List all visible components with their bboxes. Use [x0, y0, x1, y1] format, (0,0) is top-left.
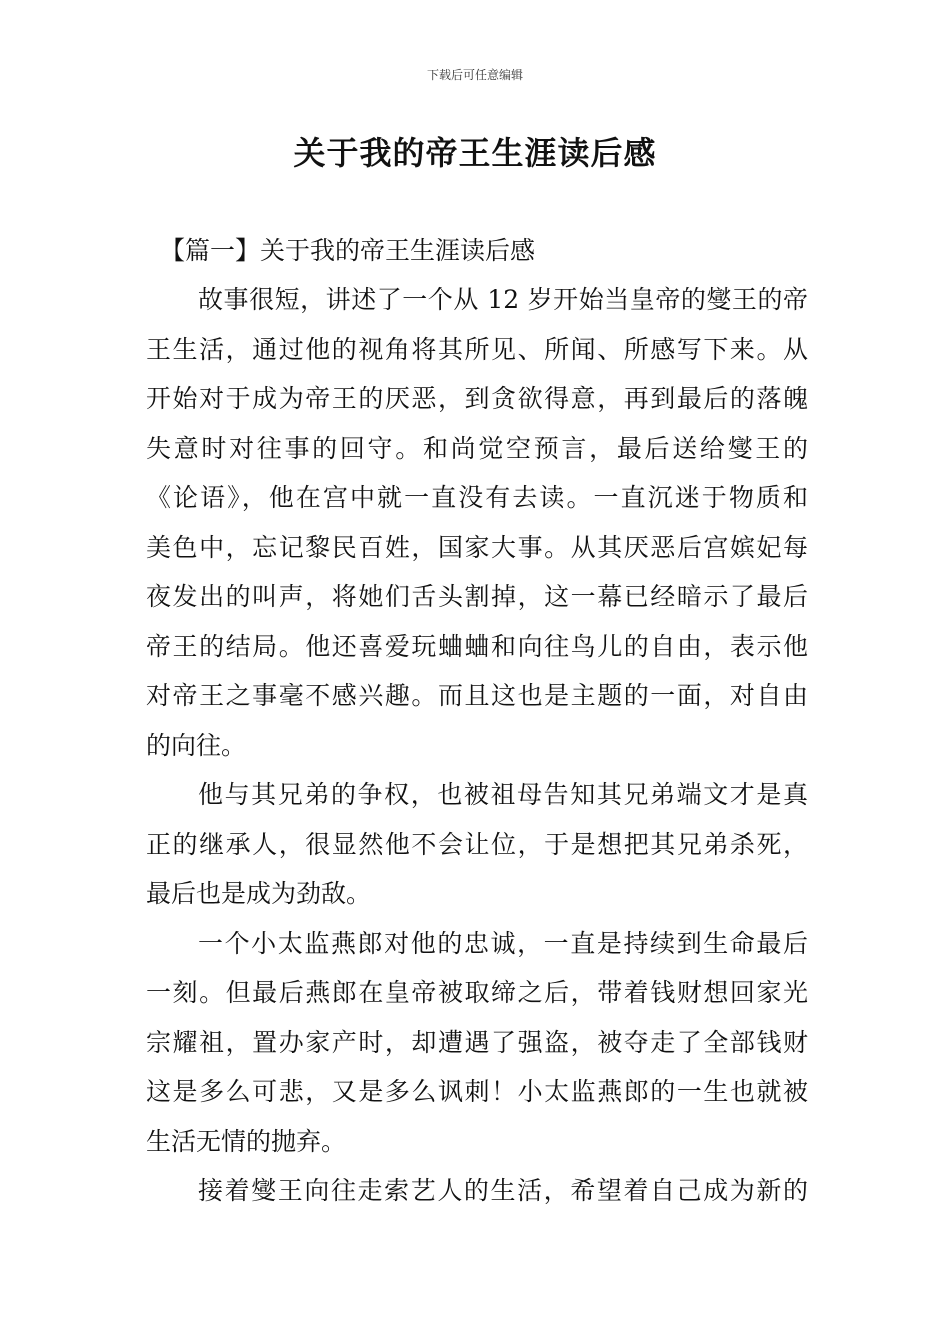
paragraph-line: 最后也是成为劲敌。 — [146, 879, 372, 908]
paragraph-line: 开始对于成为帝王的厌恶，到贪欲得意，再到最后的落魄 — [146, 384, 808, 413]
paragraph-line: 宗耀祖，置办家产时，却遭遇了强盗，被夺走了全部钱财 — [146, 1027, 808, 1057]
paragraph-2 — [146, 770, 808, 919]
paragraph-line: 帝王的结局。他还喜爱玩蛐蛐和向往鸟儿的自由，表示他 — [146, 631, 808, 661]
paragraph-line: 对帝王之事毫不感兴趣。而且这也是主题的一面，对自由 — [146, 681, 808, 710]
paragraph-line: 生活无情的抛弃。 — [146, 1126, 347, 1156]
paragraph-line: 失意时对往事的回守。和尚觉空预言，最后送给燮王的 — [146, 433, 808, 463]
paragraph-line: 他与其兄弟的争权，也被祖母告知其兄弟端文才是真 — [198, 780, 808, 809]
paragraph-line: 故事很短，讲述了一个从 12 岁开始当皇帝的燮王的帝 — [198, 285, 808, 314]
paragraph-line: 一个小太监燕郎对他的忠诚，一直是持续到生命最后 — [198, 928, 808, 958]
document-body — [146, 226, 808, 1216]
paragraph-line: 《论语》，他在宫中就一直没有去读。一直沉迷于物质和 — [146, 483, 808, 512]
paragraph-line: 夜发出的叫声，将她们舌头割掉，这一幕已经暗示了最后 — [146, 582, 808, 611]
paragraph-line: 这是多么可悲，又是多么讽刺！小太监燕郎的一生也就被 — [146, 1077, 808, 1106]
paragraph-line: 正的继承人，很显然他不会让位，于是想把其兄弟杀死， — [146, 829, 808, 859]
paragraph-line: 的向往。 — [146, 730, 247, 760]
paragraph-4 — [146, 1166, 808, 1216]
document-title: 关于我的帝王生涯读后感 — [293, 134, 657, 172]
paragraph-line: 接着燮王向往走索艺人的生活，希望着自己成为新的 — [198, 1176, 808, 1205]
paragraph-1 — [146, 275, 808, 770]
paragraph-line: 美色中，忘记黎民百姓，国家大事。从其厌恶后宫嫔妃每 — [146, 532, 808, 562]
paragraph-3 — [146, 919, 808, 1167]
header-note: 下载后可任意编辑 — [426, 68, 523, 82]
section-heading: 【篇一】关于我的帝王生涯读后感 — [160, 236, 536, 265]
paragraph-line: 一刻。但最后燕郎在皇帝被取缔之后，带着钱财想回家光 — [146, 978, 808, 1007]
paragraph-line: 王生活，通过他的视角将其所见、所闻、所感写下来。从 — [146, 334, 808, 364]
